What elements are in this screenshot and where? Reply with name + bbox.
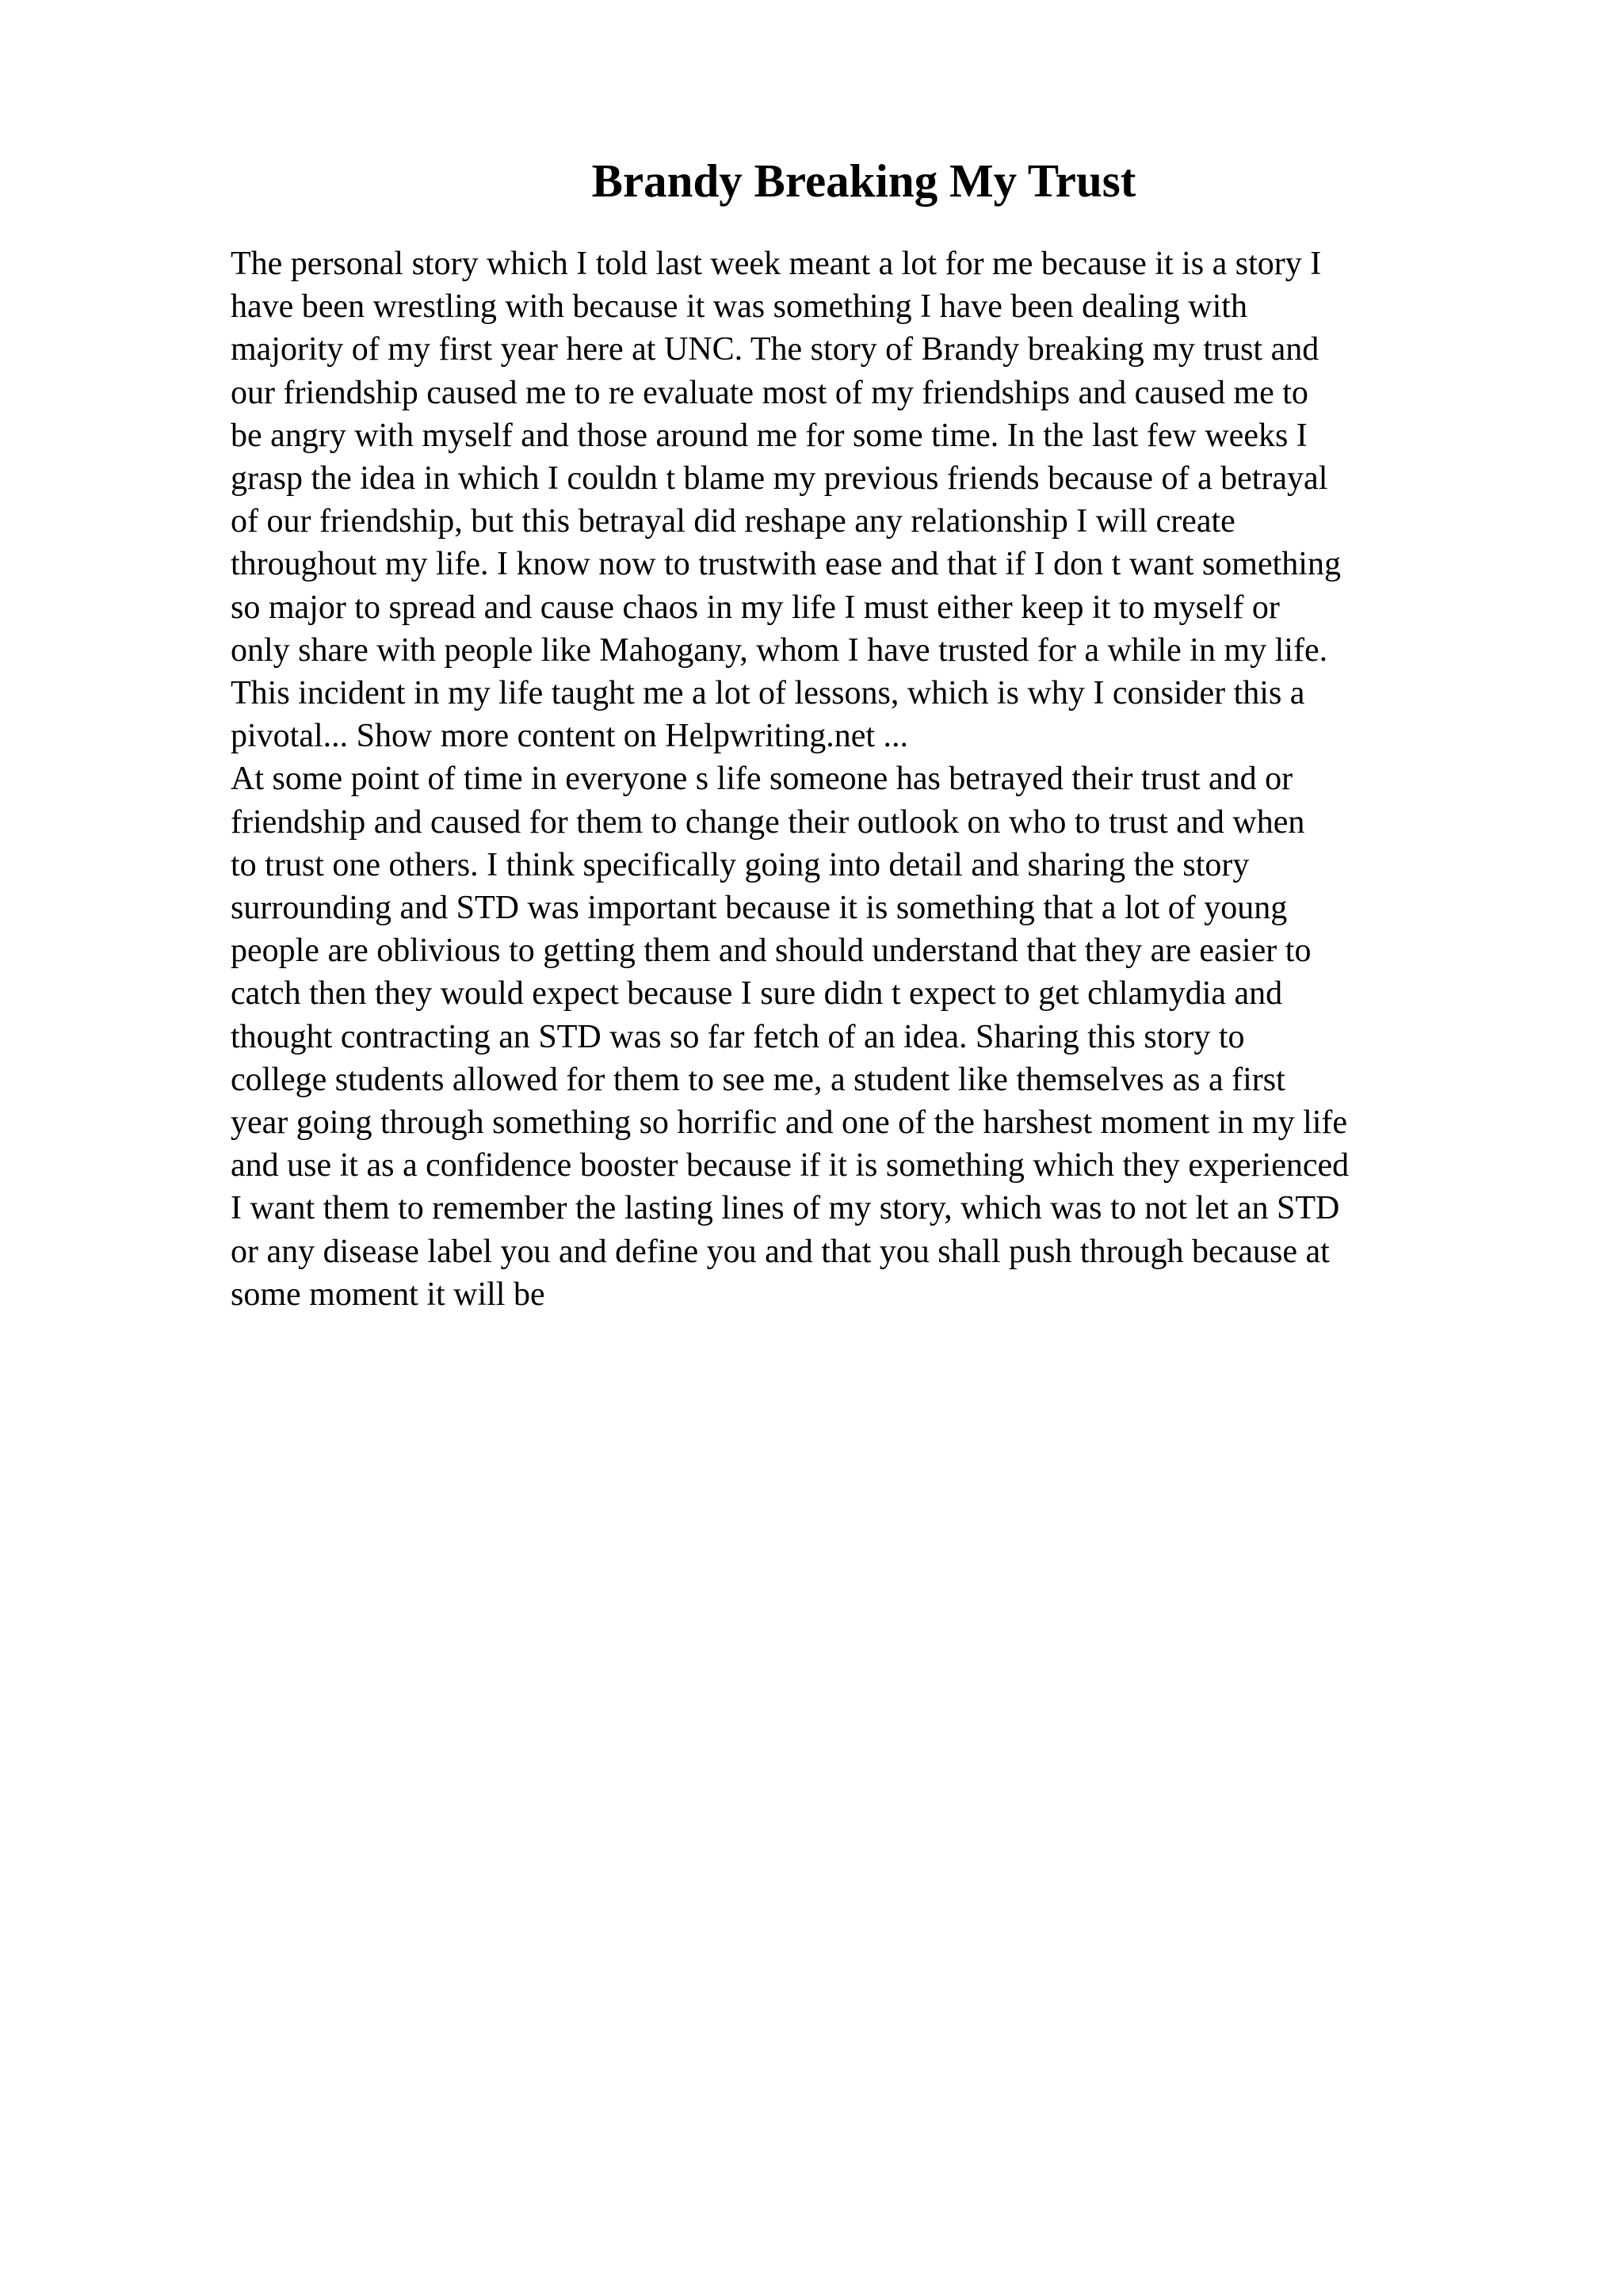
text-line: have been wrestling with because it was something I have been dealing with bbox=[231, 288, 1247, 326]
text-line: of our friendship, but this betrayal did reshape any relationship I will create bbox=[231, 503, 1235, 540]
text-line: pivotal... Show more content on Helpwriting.net ... bbox=[231, 718, 909, 755]
text-line: majority of my first year here at UNC. The story of Brandy breaking my trust and bbox=[231, 331, 1319, 368]
text-line: year going through something so horrific and one of the harshest moment in my life bbox=[231, 1104, 1348, 1142]
text-line: catch then they would expect because I sure didn t expect to get chlamydia and bbox=[231, 975, 1283, 1013]
text-line: friendship and caused for them to change their outlook on who to trust and when bbox=[231, 803, 1305, 841]
text-line: grasp the idea in which I couldn t blame my previous friends because of a betrayal bbox=[231, 460, 1328, 498]
document-title: Brandy Breaking My Trust bbox=[591, 154, 1136, 207]
text-line: to trust one others. I think specifically going into detail and sharing the story bbox=[231, 846, 1250, 883]
text-line: so major to spread and cause chaos in my life I must either keep it to myself or bbox=[231, 589, 1280, 626]
text-line: The personal story which I told last week meant a lot for me because it is a story I bbox=[231, 246, 1322, 282]
paragraph-2 bbox=[231, 757, 1483, 1316]
document-body bbox=[231, 242, 1483, 1316]
text-line: I want them to remember the lasting lines of my story, which was to not let an STD bbox=[231, 1190, 1340, 1227]
text-line: or any disease label you and define you and that you shall push through because at bbox=[231, 1233, 1330, 1270]
text-line: This incident in my life taught me a lot of lessons, which is why I consider this a bbox=[231, 675, 1305, 712]
text-line: surrounding and STD was important because it is something that a lot of young bbox=[231, 890, 1288, 927]
text-line: only share with people like Mahogany, whom I have trusted for a while in my life. bbox=[231, 631, 1328, 669]
text-line: be angry with myself and those around me for some time. In the last few weeks I bbox=[231, 417, 1308, 454]
paragraph-1 bbox=[231, 242, 1483, 757]
text-line: people are oblivious to getting them and should understand that they are easier to bbox=[231, 933, 1312, 970]
text-line: thought contracting an STD was so far fetch of an idea. Sharing this story to bbox=[231, 1018, 1245, 1055]
text-line: our friendship caused me to re evaluate most of my friendships and caused me to bbox=[231, 374, 1308, 411]
text-line: college students allowed for them to see me, a student like themselves as a first bbox=[231, 1061, 1285, 1098]
text-line: some moment it will be bbox=[231, 1276, 545, 1313]
text-line: At some point of time in everyone s life someone has betrayed their trust and or bbox=[231, 761, 1293, 798]
text-line: throughout my life. I know now to trustwith ease and that if I don t want something bbox=[231, 546, 1341, 583]
text-line: and use it as a confidence booster because if it is something which they experienced bbox=[231, 1147, 1350, 1184]
